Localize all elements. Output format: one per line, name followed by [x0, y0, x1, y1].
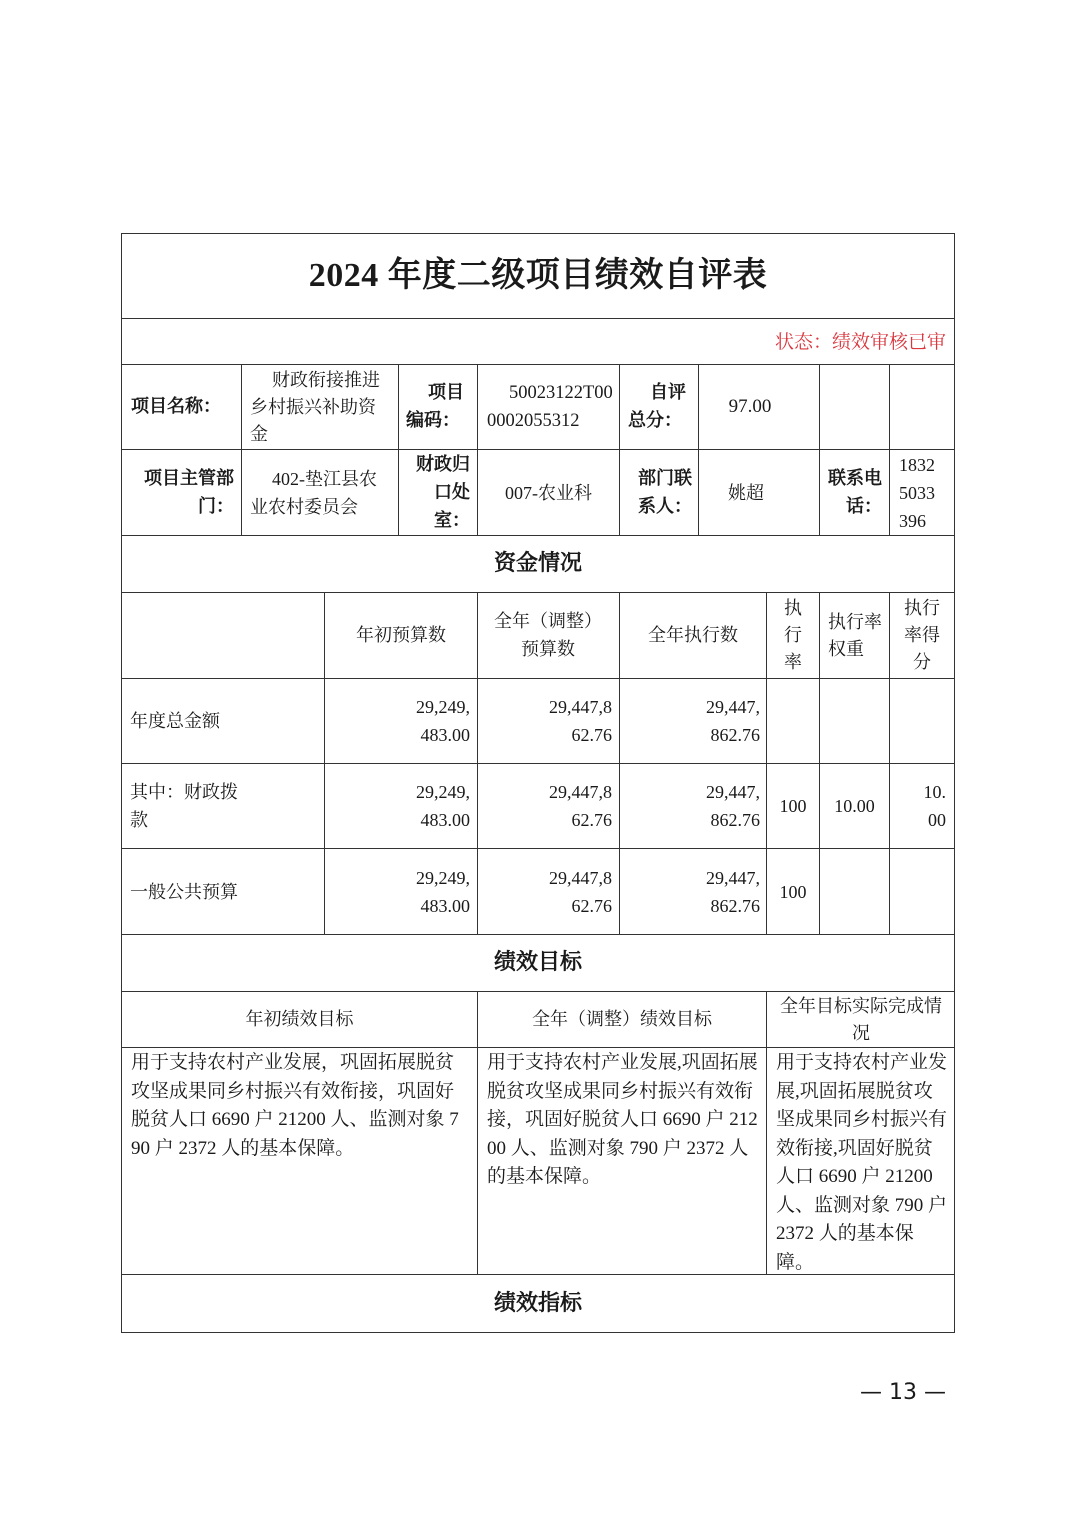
funds-executed: 29,447,862.76: [706, 697, 760, 745]
funds-adjusted: 29,447,862.76: [549, 697, 612, 745]
phone-label: 联系电话：: [828, 467, 882, 517]
funds-rate: 100: [779, 796, 807, 816]
project-name-label: 项目名称：: [131, 396, 221, 417]
goal-initial-text: 用于支持农村产业发展，巩固拓展脱贫攻坚成果同乡村振兴有效衔接，巩固好脱贫人口 6690 户 21200 人、监测对象 790 户 2372 人的基本保障。: [131, 1052, 459, 1159]
indicators-section-title: 绩效指标: [493, 1290, 582, 1316]
goals-header-adjusted: 全年（调整）绩效目标: [532, 1008, 712, 1030]
funds-score: 10.00: [923, 782, 946, 830]
goals-header-actual: 全年目标实际完成情况: [780, 995, 942, 1044]
divider: [766, 991, 767, 1274]
divider: [398, 364, 399, 535]
funds-executed: 29,447,862.76: [706, 867, 760, 916]
finance-office-value: 007-农业科: [505, 482, 592, 503]
divider: [241, 364, 242, 535]
empty-cell: [890, 365, 954, 449]
funds-row-label: 年度总金额: [130, 711, 220, 731]
page-title: 2024 年度二级项目绩效自评表: [308, 257, 768, 294]
goal-actual-text: 用于支持农村产业发展,巩固拓展脱贫攻坚成果同乡村振兴有效衔接,巩固好脱贫人口 6690 户 21200 人、监测对象 790 户 2372 人的基本保障。: [776, 1052, 948, 1273]
funds-weight: [820, 849, 889, 934]
funds-score: [890, 849, 946, 934]
funds-executed: 29,447,862.76: [706, 782, 760, 830]
self-score-label: 自评总分：: [628, 382, 686, 431]
page-number: — 13 —: [860, 1380, 946, 1405]
funds-header-weight: 执行率权重: [828, 611, 882, 660]
status-badge: 状态：绩效审核已审: [774, 330, 946, 353]
funds-adjusted: 29,447,862.76: [549, 867, 612, 916]
funds-weight: 10.00: [834, 796, 875, 816]
funds-header-executed: 全年执行数: [648, 624, 738, 646]
table-border-bottom: [121, 1332, 955, 1333]
goal-adjusted-text: 用于支持农村产业发展,巩固拓展脱贫攻坚成果同乡村振兴有效衔接，巩固好脱贫人口 6690 户 21200 人、监测对象 790 户 2372 人的基本保障。: [487, 1052, 758, 1187]
empty-cell: [820, 365, 889, 449]
funds-header-adjusted: 全年（调整）预算数: [494, 610, 602, 660]
funds-weight: [820, 679, 889, 763]
project-code-label: 项目编码：: [406, 382, 464, 431]
divider: [619, 364, 620, 535]
phone-value: 18325033396: [899, 454, 935, 531]
divider: [477, 592, 478, 934]
funds-header-initial: 年初预算数: [356, 624, 446, 646]
table-border-right: [954, 233, 955, 1333]
funds-initial: 29,249,483.00: [416, 782, 470, 830]
funds-header-score: 执行率得分: [904, 598, 940, 673]
dept-value: 402-垫江县农业农村委员会: [250, 468, 377, 517]
goals-section-title: 绩效目标: [493, 950, 582, 975]
funds-row-label: 其中：财政拨款: [130, 782, 238, 830]
funds-rate: [767, 679, 819, 763]
funds-initial: 29,249,483.00: [416, 867, 470, 916]
project-name-value: 财政衔接推进乡村振兴补助资金: [250, 369, 380, 444]
funds-row-label: 一般公共预算: [130, 881, 238, 902]
self-score-value: 97.00: [728, 396, 772, 417]
funds-header-rate: 执行率: [784, 598, 802, 673]
funds-section-title: 资金情况: [493, 551, 582, 576]
funds-adjusted: 29,447,862.76: [549, 782, 612, 830]
finance-office-label: 财政归口处室：: [416, 453, 470, 531]
funds-rate: 100: [779, 881, 807, 902]
dept-label: 项目主管部门：: [144, 467, 234, 517]
project-code-value: 50023122T000002055312: [487, 383, 613, 431]
contact-label: 部门联系人：: [638, 467, 692, 517]
funds-score: [890, 679, 946, 763]
funds-header-blank: [122, 593, 324, 678]
funds-initial: 29,249,483.00: [416, 697, 470, 745]
contact-value: 姚超: [728, 482, 764, 503]
table-border-left: [121, 233, 122, 1333]
goals-header-initial: 年初绩效目标: [245, 1008, 354, 1030]
